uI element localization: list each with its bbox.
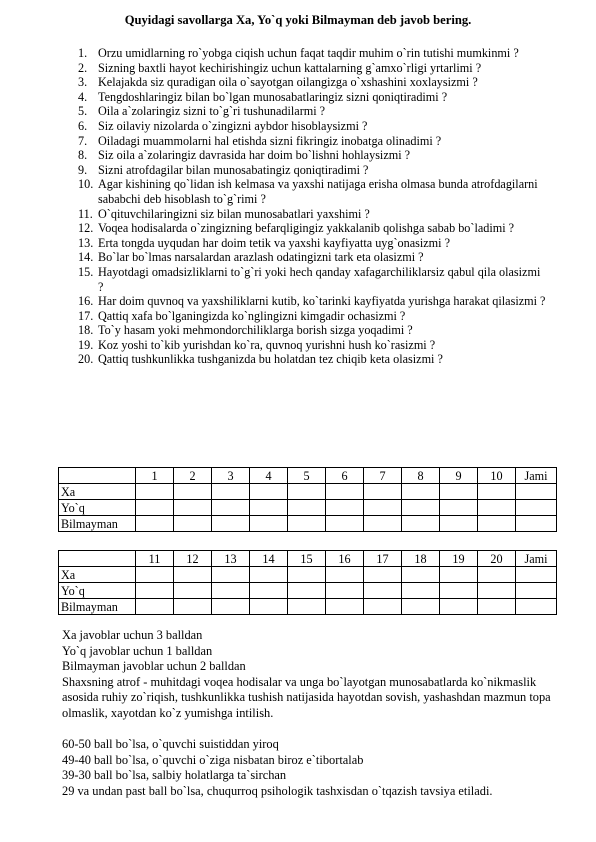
table-header-cell: 8 [402,468,440,484]
answer-cell[interactable] [478,567,516,583]
total-cell[interactable] [516,500,557,516]
answer-cell[interactable] [174,484,212,500]
table-header-row [59,551,557,567]
answer-cell[interactable] [364,516,402,532]
question-list [78,46,548,367]
answer-cell[interactable] [288,599,326,615]
answer-cell[interactable] [174,516,212,532]
answer-cell[interactable] [212,583,250,599]
result-line: 60-50 ball bo`lsa, o`quvchi suistiddan yiroq [62,737,279,752]
total-cell[interactable] [516,599,557,615]
question-item [78,323,548,338]
answer-cell[interactable] [364,583,402,599]
table-header-cell: 9 [440,468,478,484]
question-text: Tengdoshlaringiz bilan bo`lgan munosabatlaringiz sizni qoniqtiradimi ? [98,89,448,104]
answer-cell[interactable] [288,567,326,583]
answer-cell[interactable] [250,516,288,532]
question-item [78,104,548,119]
table-header-cell: 15 [288,551,326,567]
question-number: 13. [78,235,94,250]
answer-cell[interactable] [326,484,364,500]
row-label: Xa [59,484,136,500]
answer-cell[interactable] [402,583,440,599]
question-text: Oiladagi muammolarni hal etishda sizni fikringiz inobatga olinadimi ? [98,133,442,148]
answer-cell[interactable] [478,516,516,532]
answer-cell[interactable] [250,583,288,599]
answer-cell[interactable] [174,599,212,615]
question-number: 9. [78,162,88,177]
question-number: 1. [78,46,88,60]
table-header-cell: 11 [136,551,174,567]
total-cell[interactable] [516,583,557,599]
answer-cell[interactable] [478,599,516,615]
total-cell[interactable] [516,484,557,500]
table-row [59,599,557,615]
question-item [78,236,548,251]
question-text: Sizning baxtli hayot kechirishingiz uchun kattalarning g`amxo`rligi yrtarlimi ? [98,60,482,75]
result-line: 49-40 ball bo`lsa, o`quvchi o`ziga nisbatan biroz e`tibortalab [62,752,364,767]
question-text: Har doim quvnoq va yaxshiliklarni kutib, ko`tarinki kayfiyatda yurishga harakat qilasizmi ? [98,294,546,309]
question-number: 15. [78,264,94,279]
question-item [78,177,548,206]
answer-cell[interactable] [288,516,326,532]
table-header-cell: 4 [250,468,288,484]
answer-cell[interactable] [402,500,440,516]
question-item [78,207,548,222]
question-item [78,221,548,236]
answer-cell[interactable] [174,583,212,599]
row-label: Xa [59,567,136,583]
answer-cell[interactable] [326,516,364,532]
total-cell[interactable] [516,516,557,532]
question-text: Siz oila a`zolaringiz davrasida har doim bo`lishni hohlaysizmi ? [98,148,411,163]
question-text: Qattiq xafa bo`lganingizda ko`nglingizni kimgadir ochasizmi ? [98,308,406,323]
question-item [78,75,548,90]
answer-cell[interactable] [478,583,516,599]
table-header-cell: 10 [478,468,516,484]
answer-cell[interactable] [212,516,250,532]
answer-cell[interactable] [402,599,440,615]
table-row [59,500,557,516]
row-label: Yo`q [59,500,136,516]
answer-cell[interactable] [288,583,326,599]
answer-cell[interactable] [326,500,364,516]
answer-cell[interactable] [136,484,174,500]
question-number: 16. [78,294,94,309]
answer-cell[interactable] [136,599,174,615]
page-title: Quyidagi savollarga Xa, Yo`q yoki Bilmayman deb javob bering. [124,13,472,27]
table-row [59,583,557,599]
answer-cell[interactable] [440,500,478,516]
question-text: Qattiq tushkunlikka tushganizda bu holatdan tez chiqib keta olasizmi ? [98,352,443,367]
answer-cell[interactable] [212,500,250,516]
row-label: Bilmayman [59,516,136,532]
question-text: Oila a`zolaringiz sizni to`g`ri tushunadilarmi ? [98,104,326,119]
answer-cell[interactable] [440,484,478,500]
table-header-cell: 1 [136,468,174,484]
table-header-cell: 7 [364,468,402,484]
question-item [78,148,548,163]
table-header-cell: 14 [250,551,288,567]
table-header-row [59,468,557,484]
question-text: Agar kishining qo`lidan ish kelmasa va yaxshi natijaga erisha olmasa bunda atrofdagilarni sababchi deb hisoblash to`g`rimi ? [98,177,538,206]
question-item [78,46,548,61]
scoring-line: Bilmayman javoblar uchun 2 balldan [62,659,246,674]
scoring-line: Yo`q javoblar uchun 1 balldan [62,643,213,658]
table-row [59,484,557,500]
answer-cell[interactable] [212,599,250,615]
question-text: Sizni atrofdagilar bilan munosabatingiz qoniqtiradimi ? [98,162,369,177]
table-header-cell: 16 [326,551,364,567]
table-header-cell: 2 [174,468,212,484]
question-item [78,61,548,76]
answer-cell[interactable] [440,583,478,599]
question-item [78,294,548,309]
question-item [78,90,548,105]
answer-cell[interactable] [402,567,440,583]
answer-cell[interactable] [402,516,440,532]
question-item [78,163,548,178]
question-text: Erta tongda uyqudan har doim tetik va yaxshi kayfiyatta uyg`onasizmi ? [98,235,450,250]
question-text: Siz oilaviy nizolarda o`zingizni aybdor hisoblaysizmi ? [98,118,368,133]
question-number: 20. [78,352,94,367]
answer-cell[interactable] [174,567,212,583]
table-header-cell [59,551,136,567]
table-row [59,567,557,583]
answer-cell[interactable] [326,583,364,599]
question-text: Orzu umidlarning ro`yobga ciqish uchun faqat taqdir muhim o`rin tutishi mumkinmi ? [98,46,519,60]
answer-table-2 [58,550,557,615]
question-number: 19. [78,337,94,352]
question-number: 10. [78,177,94,192]
question-number: 17. [78,308,94,323]
table-header-cell: 13 [212,551,250,567]
question-text: Bo`lar bo`lmas narsalardan arazlash odatingizni tark eta olasizmi ? [98,250,424,265]
question-number: 14. [78,250,94,265]
answer-cell[interactable] [136,567,174,583]
answer-cell[interactable] [364,500,402,516]
question-text: To`y hasam yoki mehmondorchiliklarga borish sizga yoqadimi ? [98,323,413,338]
question-text: Voqea hodisalarda o`zingizning befarqligingiz yakkalanib qolishga sabab bo`ladimi ? [98,221,515,236]
answer-cell[interactable] [250,484,288,500]
table-header-cell: 12 [174,551,212,567]
answer-table-1 [58,467,557,532]
result-line: 39-30 ball bo`lsa, salbiy holatlarga ta`sirchan [62,768,287,783]
question-number: 7. [78,133,88,148]
answer-cell[interactable] [478,500,516,516]
answer-cell[interactable] [326,599,364,615]
definition-paragraph: Shaxsning atrof - muhitdagi voqea hodisalar va unga bo`layotgan munosabatlarda ko`nikmaslik asosida ruhiy zo`riqish, tushkunlikka tushish natijasida hayotdan sovish, yashashdan mazmun topa olmaslik, xayotdan ko`z yumishga intilish. [62,674,551,720]
table-header-cell: 19 [440,551,478,567]
answer-cell[interactable] [250,599,288,615]
question-item [78,352,548,367]
question-text: Kelajakda siz quradigan oila o`sayotgan oilangizga o`xshashini xoxlaysizmi ? [98,75,478,90]
answer-cell[interactable] [288,484,326,500]
question-item [78,134,548,149]
question-number: 8. [78,148,88,163]
answer-cell[interactable] [174,500,212,516]
table-header-cell: Jami [516,551,557,567]
table-header-cell: 3 [212,468,250,484]
answer-cell[interactable] [136,516,174,532]
answer-cell[interactable] [326,567,364,583]
answer-cell[interactable] [250,500,288,516]
table-header-cell: 17 [364,551,402,567]
answer-cell[interactable] [440,516,478,532]
spacer [62,722,562,738]
answer-cell[interactable] [440,599,478,615]
question-item [78,265,548,294]
table-row [59,516,557,532]
question-item [78,119,548,134]
answer-cell[interactable] [136,500,174,516]
answer-cell[interactable] [364,567,402,583]
row-label: Bilmayman [59,599,136,615]
question-number: 3. [78,75,88,90]
question-number: 11. [78,206,93,221]
table-header-cell: 18 [402,551,440,567]
question-item [78,309,548,324]
question-item [78,250,548,265]
table-header-cell: 20 [478,551,516,567]
answer-cell[interactable] [212,484,250,500]
table-header-cell [59,468,136,484]
question-number: 5. [78,104,88,119]
question-number: 12. [78,221,94,236]
scoring-line: Xa javoblar uchun 3 balldan [62,628,203,642]
question-number: 4. [78,89,88,104]
question-number: 18. [78,323,94,338]
question-text: O`qituvchilaringizni siz bilan munosabatlari yaxshimi ? [98,206,370,221]
total-cell[interactable] [516,567,557,583]
table-header-cell: 5 [288,468,326,484]
answer-cell[interactable] [212,567,250,583]
answer-cell[interactable] [364,599,402,615]
question-text: Hayotdagi omadsizliklarni to`g`ri yoki hech qanday xafagarchiliklarsiz qabul qila olasizmi ? [98,264,541,294]
question-number: 2. [78,60,88,75]
answer-cell[interactable] [136,583,174,599]
question-number: 6. [78,118,88,133]
scoring-notes [62,628,562,800]
table-header-cell: 6 [326,468,364,484]
question-item [78,338,548,353]
answer-cell[interactable] [440,567,478,583]
answer-cell[interactable] [364,484,402,500]
answer-cell[interactable] [250,567,288,583]
answer-cell[interactable] [478,484,516,500]
question-text: Koz yoshi to`kib yurishdan ko`ra, quvnoq yurishni hush ko`rasizmi ? [98,337,436,352]
answer-cell[interactable] [402,484,440,500]
result-line: 29 va undan past ball bo`lsa, chuqurroq psihologik tashxisdan o`tqazish tavsiya etiladi. [62,783,493,798]
table-header-cell: Jami [516,468,557,484]
answer-cell[interactable] [288,500,326,516]
row-label: Yo`q [59,583,136,599]
